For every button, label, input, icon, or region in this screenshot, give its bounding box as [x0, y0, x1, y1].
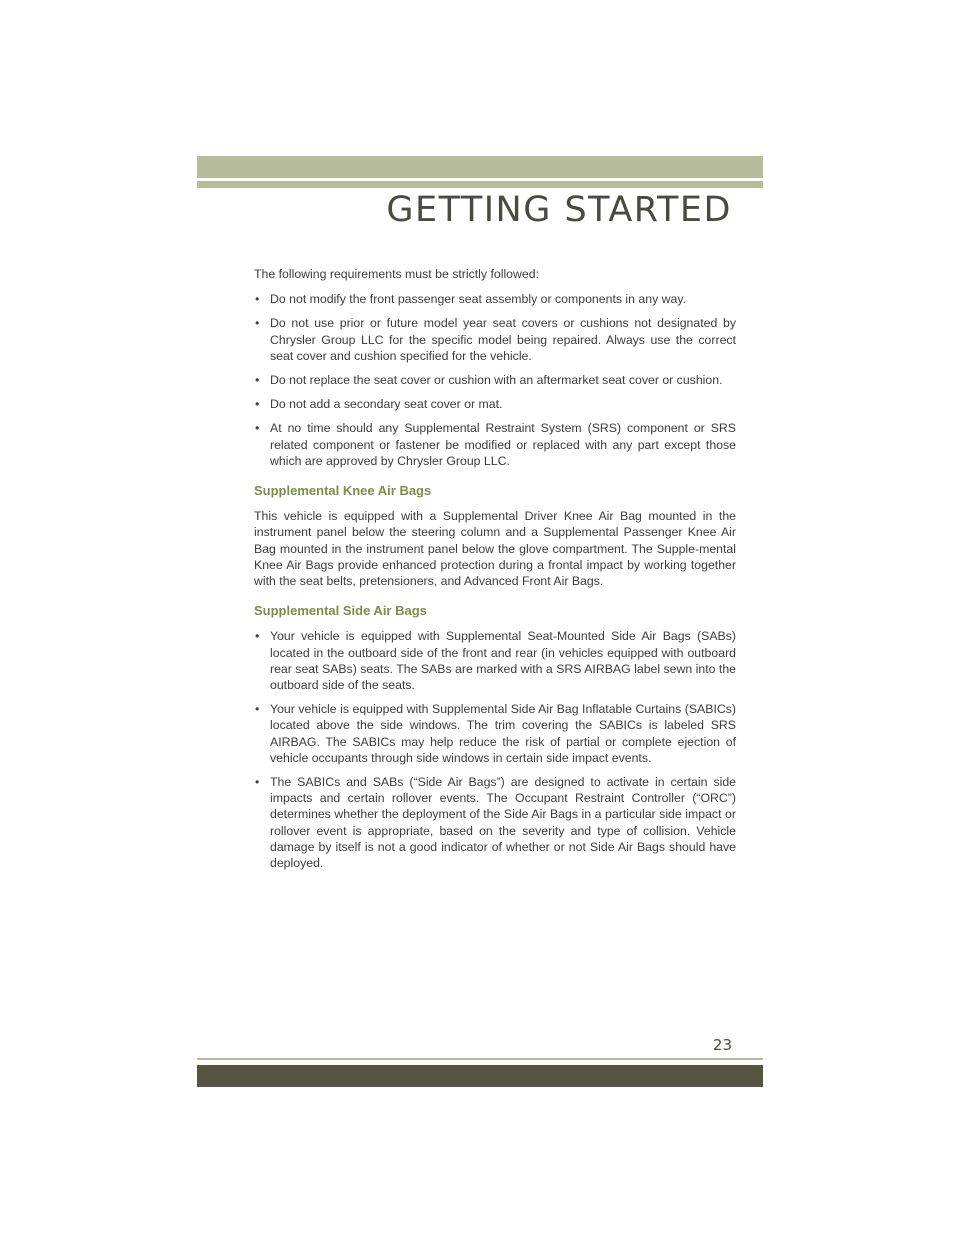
footer-band [197, 1065, 763, 1087]
list-item: • Do not use prior or future model year seat covers or cushions not designated by Chrysler Group LLC for the specific model being repaired. Always use the correct seat cover and cushion specified for the vehicle. [255, 316, 736, 363]
side-airbags-heading: Supplemental Side Air Bags [254, 603, 427, 619]
list-item: • The SABICs and SABs (“Side Air Bags”) are designed to activate in certain side impacts and certain rollover events. The Occupant Restraint Controller (“ORC”) determines whether the deployment of the Side Air Bags in a particular side impact or rollover event is appropriate, based on the severity and type of collision. Vehicle damage by itself is not a good indicator of whether or not Side Air Bags should have deployed. [255, 775, 736, 871]
bullet-icon: • [255, 702, 260, 717]
bullet-icon: • [255, 292, 260, 307]
header-rule [197, 181, 763, 188]
page-number: 23 [712, 1036, 732, 1054]
list-item: • Your vehicle is equipped with Supplemental Side Air Bag Inflatable Curtains (SABICs) located above the side windows. The trim covering the SABICs is labeled SRS AIRBAG. The SABICs may help reduce the risk of partial or complete ejection of vehicle occupants through side windows in certain side impact events. [255, 702, 736, 765]
header-band [197, 156, 763, 178]
bullet-icon: • [255, 373, 260, 388]
list-item: • Do not add a secondary seat cover or mat. [255, 397, 503, 412]
intro-paragraph: The following requirements must be strictly followed: [254, 267, 539, 281]
bullet-icon: • [255, 421, 260, 436]
requirements-list [254, 291, 736, 469]
list-item: • Your vehicle is equipped with Supplemental Seat-Mounted Side Air Bags (SABs) located in the outboard side of the front and rear (in vehicles equipped with outboard rear seat SABs) seats. The SABs are marked with a SRS AIRBAG label sewn into the outboard side of the seats. [255, 629, 736, 693]
footer-rule [197, 1058, 763, 1060]
page-content [254, 266, 736, 880]
section-title: GETTING STARTED [386, 190, 732, 230]
list-item: • Do not modify the front passenger seat assembly or components in any way. [255, 292, 687, 307]
side-airbags-list [254, 628, 736, 871]
list-item: • Do not replace the seat cover or cushion with an aftermarket seat cover or cushion. [255, 373, 723, 388]
bullet-icon: • [255, 397, 260, 412]
bullet-icon: • [255, 775, 260, 790]
bullet-icon: • [255, 629, 260, 644]
knee-airbags-paragraph: This vehicle is equipped with a Supplemental Driver Knee Air Bag mounted in the instrument panel below the steering column and a Supplemental Passenger Knee Air Bag mounted in the instrument panel below the glove compartment. The Supple-mental Knee Air Bags provide enhanced protection during a frontal impact by working together with the seat belts, pretensioners, and Advanced Front Air Bags. [254, 509, 736, 589]
list-item: • At no time should any Supplemental Restraint System (SRS) component or SRS related component or fastener be modified or replaced with any part except those which are approved by Chrysler Group LLC. [255, 421, 736, 468]
bullet-icon: • [255, 316, 260, 331]
knee-airbags-heading: Supplemental Knee Air Bags [254, 483, 432, 499]
